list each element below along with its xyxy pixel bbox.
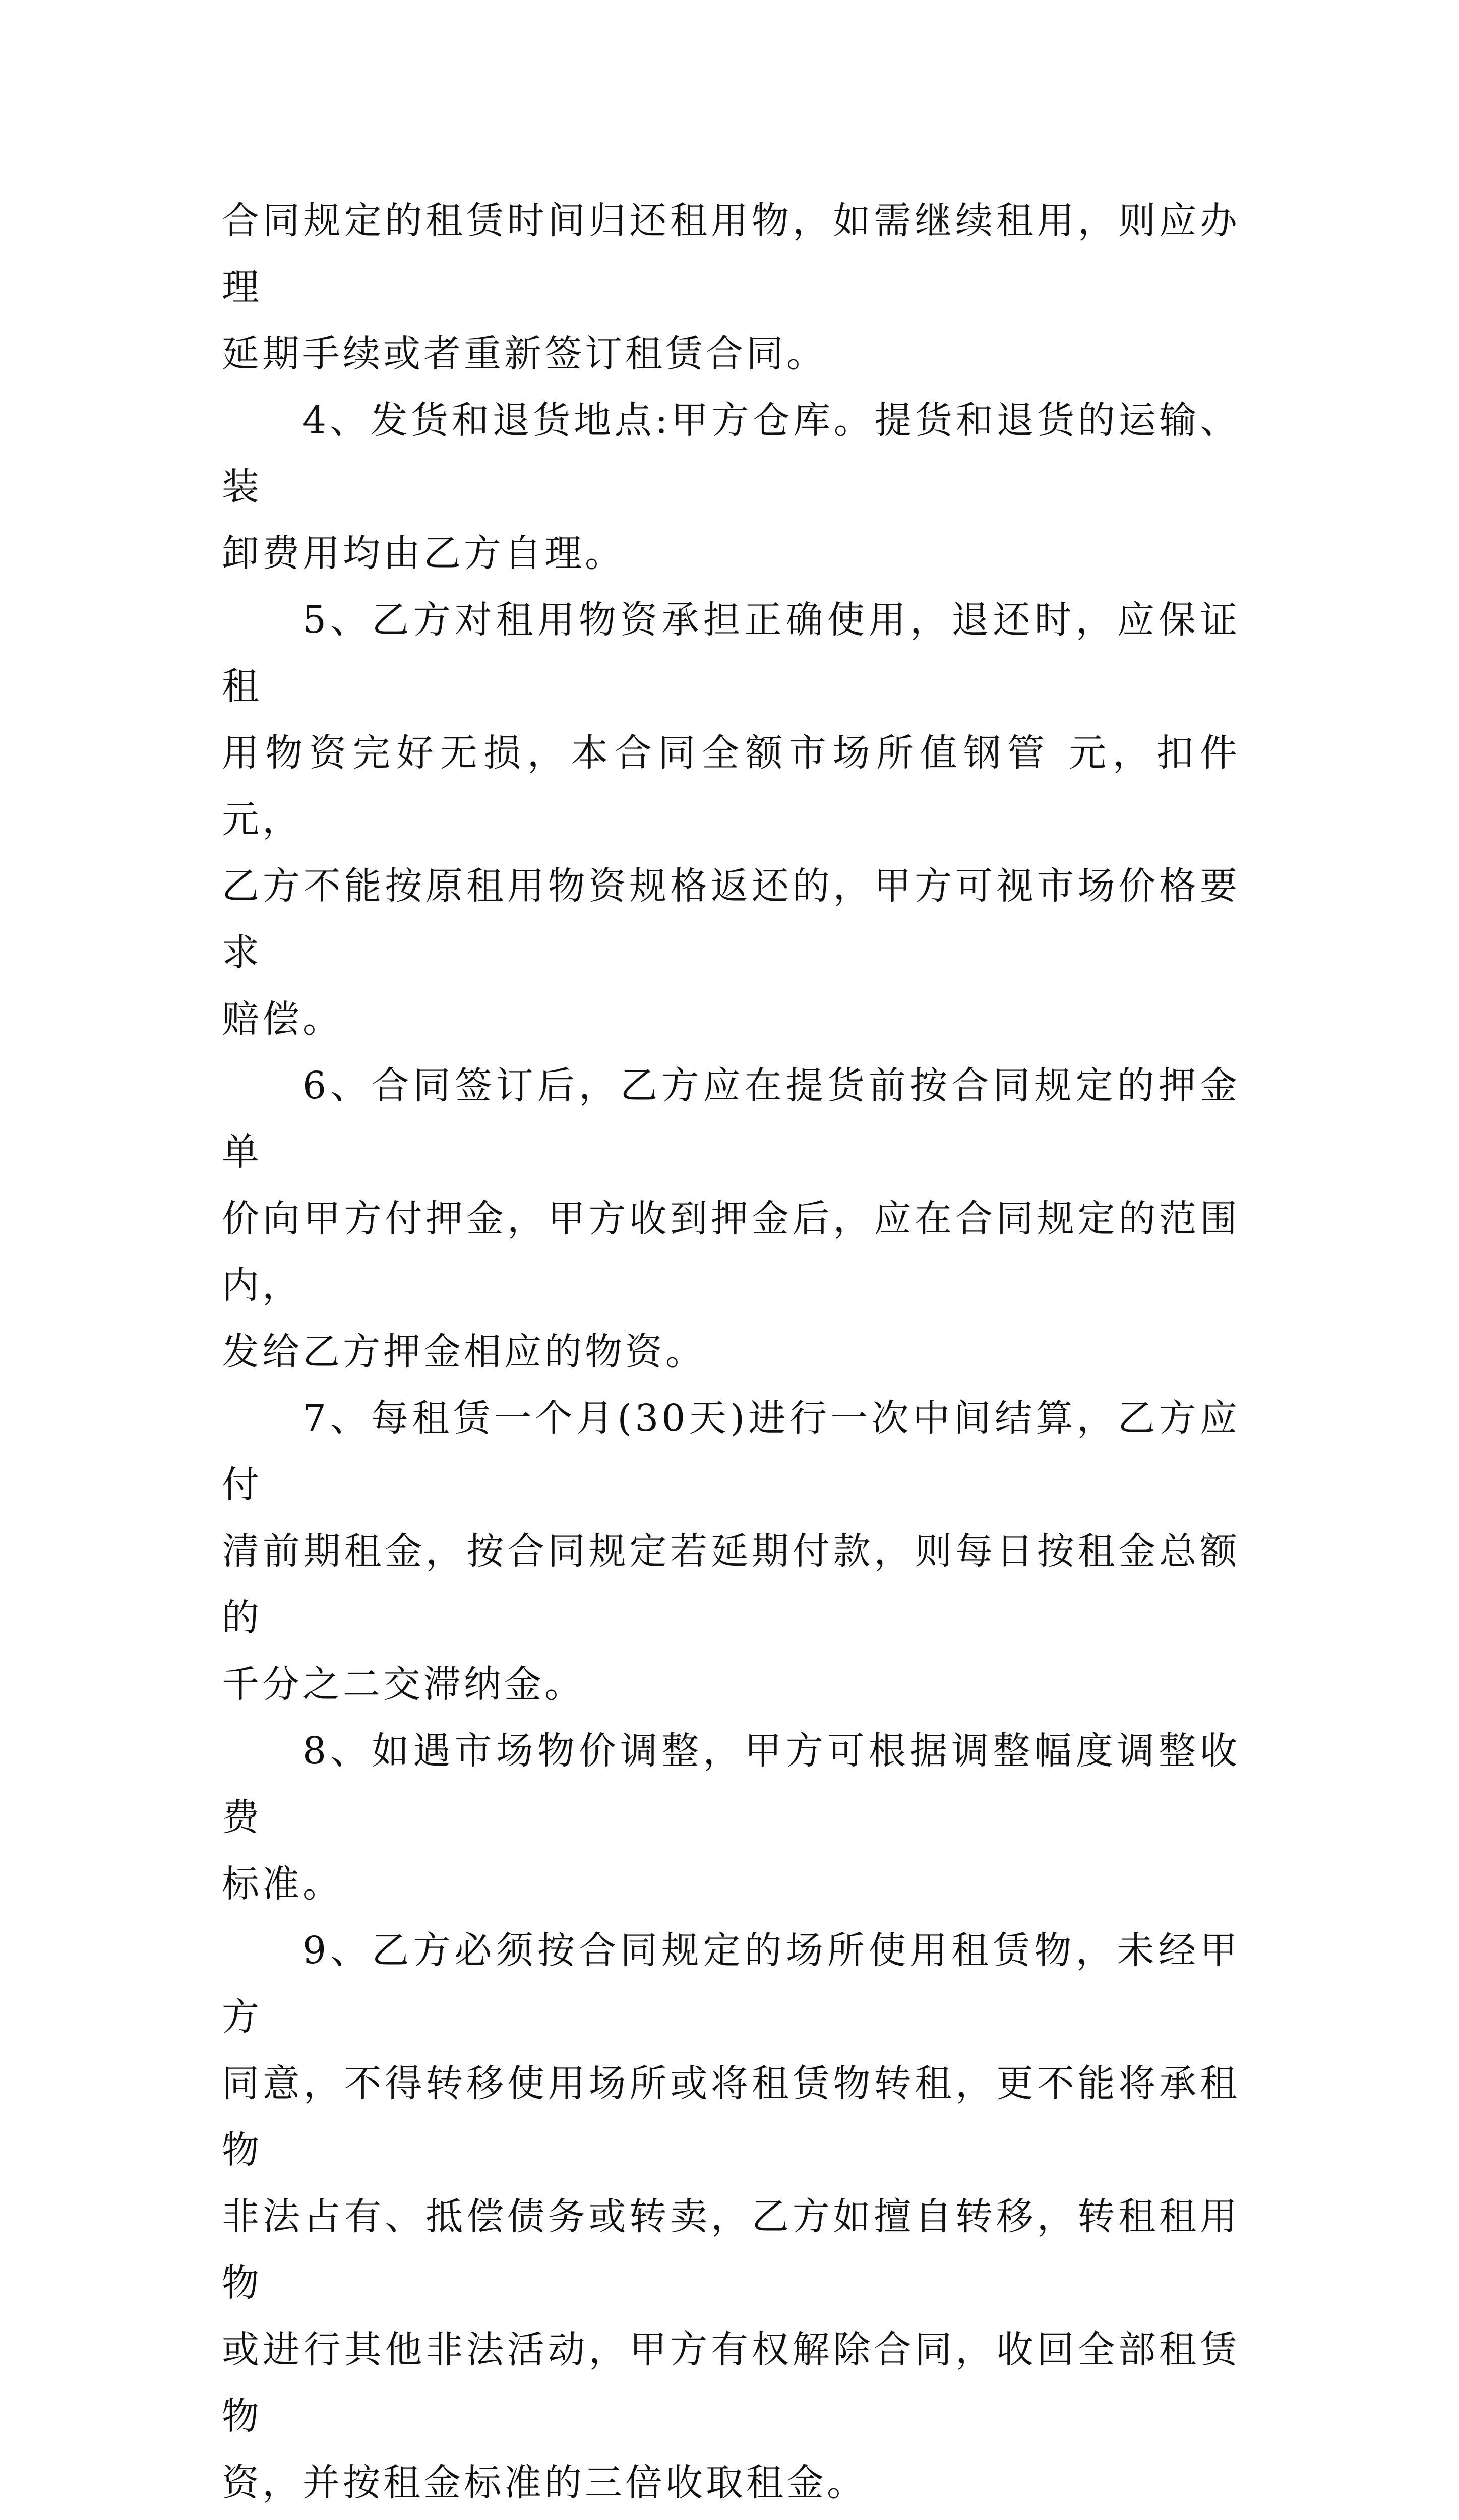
paragraph-continuation: 合同规定的租赁时间归还租用物，如需继续租用，则应办理 延期手续或者重新签订租赁合同。 <box>222 199 1240 375</box>
paragraph-clause-7: 7、每租赁一个月(30天)进行一次中间结算，乙方应付 清前期租金，按合同规定若延期付款，则每日按租金总额的 千分之二交滞纳金。 <box>222 1397 1240 1706</box>
paragraph-clause-10 <box>222 2516 1240 2520</box>
document-body <box>222 187 1240 2520</box>
paragraph-clause-5: 5、乙方对租用物资承担正确使用，退还时，应保证租 用物资完好无损，本合同全额市场所值钢管 元，扣件 元， 乙方不能按原租用物资规格返还的，甲方可视市场价格要求 赔偿。 <box>222 598 1240 1041</box>
paragraph-clause-6: 6、合同签订后，乙方应在提货前按合同规定的押金单 价向甲方付押金，甲方收到押金后，应在合同规定的范围内， 发给乙方押金相应的物资。 <box>222 1064 1240 1373</box>
paragraph-clause-8: 8、如遇市场物价调整，甲方可根据调整幅度调整收费 标准。 <box>222 1729 1240 1906</box>
paragraph-clause-9: 9、乙方必须按合同规定的场所使用租赁物，未经甲方 同意，不得转移使用场所或将租赁物转租，更不能将承租物 非法占有、抵偿债务或转卖，乙方如擅自转移，转租租用物 或进行其他非法活动，甲方有权解除合同，收回全部租赁物 资，并按租金标准的三倍收取租金。 <box>222 1929 1240 2504</box>
paragraph-clause-4: 4、发货和退货地点:甲方仓库。提货和退货的运输、装 卸费用均由乙方自理。 <box>222 399 1240 575</box>
